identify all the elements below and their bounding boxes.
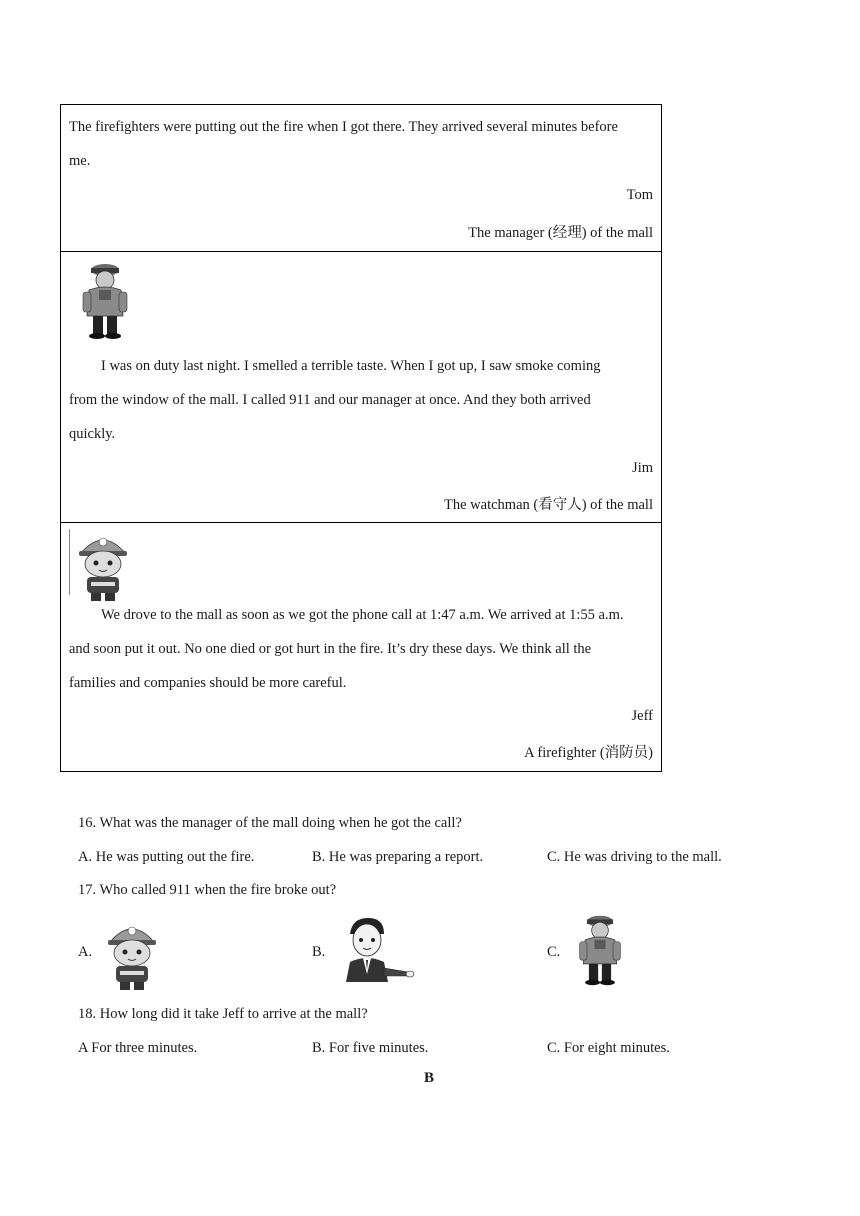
question-18: 18. How long did it take Jeff to arrive at the mall? xyxy=(78,1006,368,1022)
avatar-divider xyxy=(69,529,70,595)
q17-option-a[interactable]: A. xyxy=(78,944,93,960)
tom-name: Tom xyxy=(626,187,653,203)
tom-testimony-cell xyxy=(61,105,661,252)
q18-option-c[interactable]: C. For eight minutes. xyxy=(547,1040,670,1056)
tom-role: The manager (经理) of the mall xyxy=(468,225,653,241)
jeff-text-line-2: and soon put it out. No one died or got hurt in the fire. It’s dry these days. We think all the xyxy=(69,641,592,657)
jim-text-line-3: quickly. xyxy=(69,426,116,442)
question-17: 17. Who called 911 when the fire broke out? xyxy=(78,882,337,898)
jim-testimony-cell xyxy=(61,252,661,523)
watchman-icon[interactable] xyxy=(572,912,628,988)
manager-icon[interactable] xyxy=(338,916,418,984)
testimony-table xyxy=(60,104,662,772)
q16-option-a[interactable]: A. He was putting out the fire. xyxy=(78,849,255,865)
q18-option-b[interactable]: B. For five minutes. xyxy=(312,1040,429,1056)
section-heading: B xyxy=(424,1070,435,1086)
q18-option-a[interactable]: A For three minutes. xyxy=(78,1040,198,1056)
jeff-name: Jeff xyxy=(631,708,653,724)
firefighter-icon xyxy=(73,529,133,601)
watchman-icon xyxy=(75,260,135,342)
question-16: 16. What was the manager of the mall doing when he got the call? xyxy=(78,815,462,831)
q17-option-b[interactable]: B. xyxy=(312,944,326,960)
tom-text-line-1: The firefighters were putting out the fire when I got there. They arrived several minutes before xyxy=(69,119,618,135)
tom-text-line-2: me. xyxy=(69,153,91,169)
jeff-text-line-3: families and companies should be more careful. xyxy=(69,675,347,691)
q16-option-c[interactable]: C. He was driving to the mall. xyxy=(547,849,722,865)
jeff-role: A firefighter (消防员) xyxy=(524,745,653,761)
jim-role: The watchman (看守人) of the mall xyxy=(444,497,653,513)
jim-text-line-2: from the window of the mall. I called 911 and our manager at once. And they both arrived xyxy=(69,392,591,408)
jim-name: Jim xyxy=(632,460,653,476)
q17-option-c[interactable]: C. xyxy=(547,944,561,960)
jeff-testimony-cell xyxy=(61,523,661,771)
firefighter-icon[interactable] xyxy=(102,918,162,990)
jeff-text-line-1: We drove to the mall as soon as we got the phone call at 1:47 a.m. We arrived at 1:55 a.m. xyxy=(101,607,624,623)
q16-option-b[interactable]: B. He was preparing a report. xyxy=(312,849,484,865)
jim-text-line-1: I was on duty last night. I smelled a terrible taste. When I got up, I saw smoke coming xyxy=(101,358,601,374)
